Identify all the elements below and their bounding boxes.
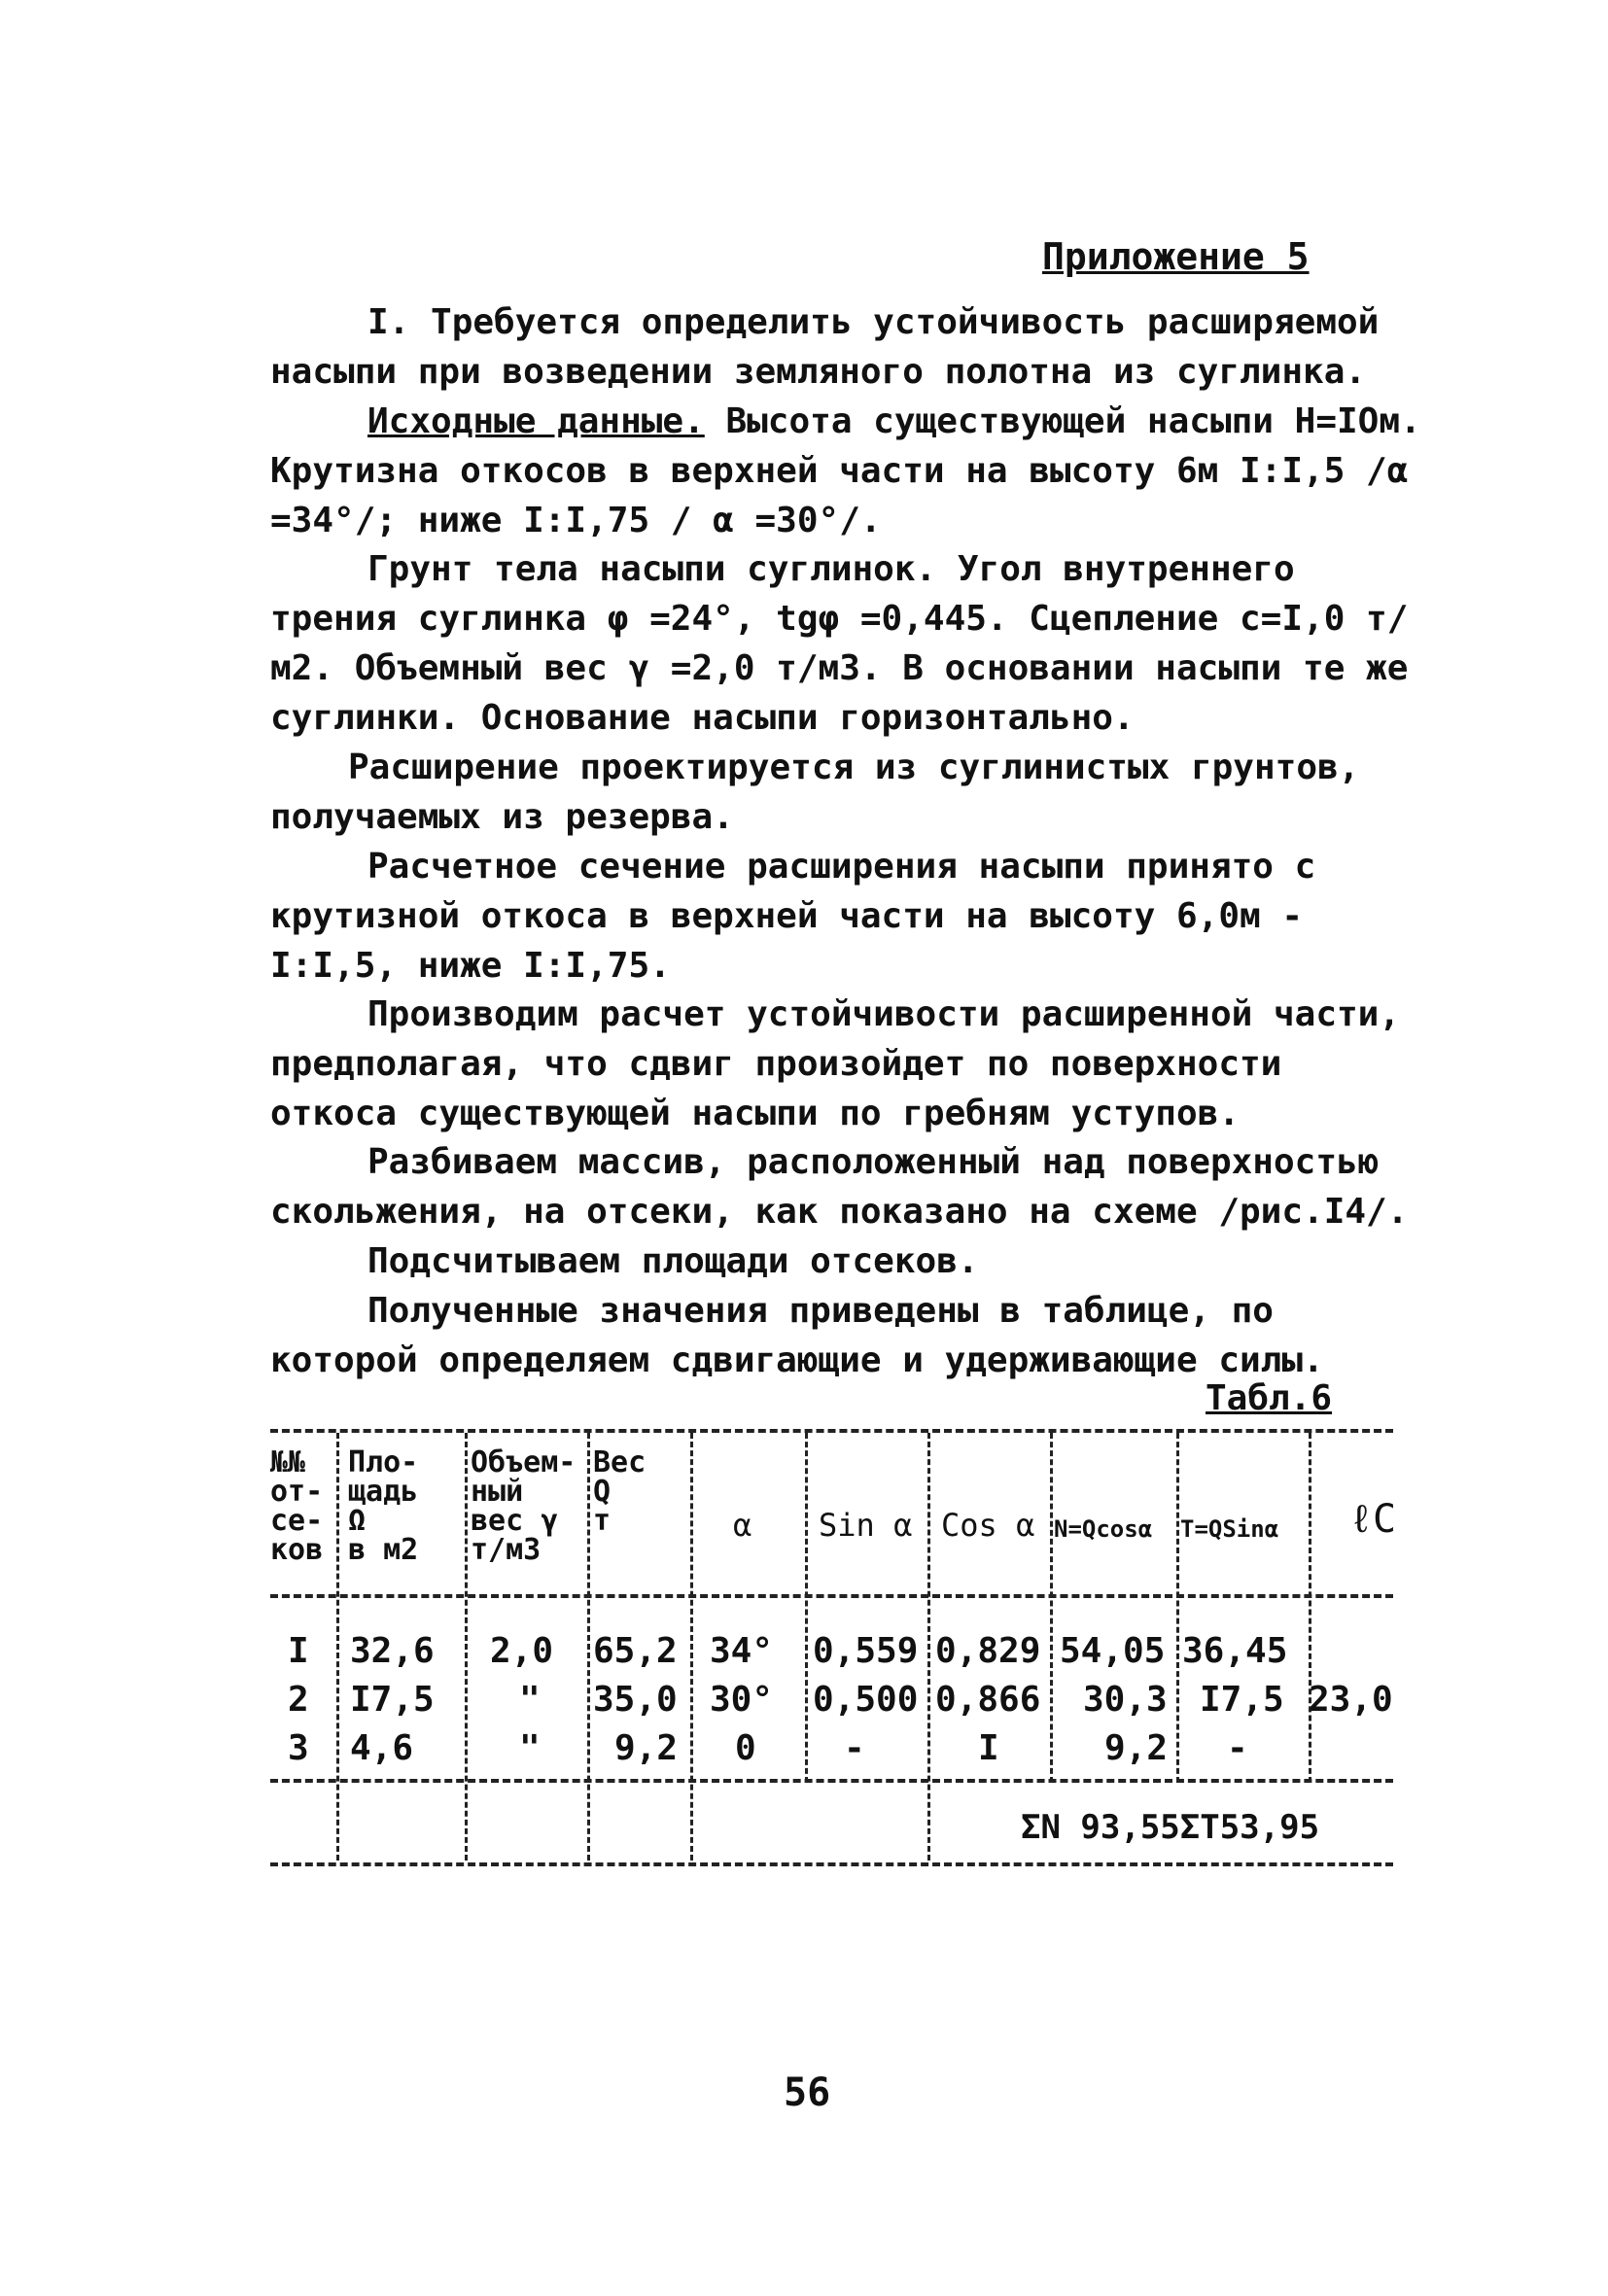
table-cell: 54,05: [1060, 1631, 1166, 1671]
table-bottom-line: [270, 1862, 1393, 1866]
table-sum: ΣN 93,55ΣT53,95: [1021, 1808, 1320, 1847]
table-cell: 0,500: [813, 1680, 919, 1720]
paragraph-4-text: Расширение проектируется из суглинистых грунтов, получаемых из резерва.: [270, 748, 1360, 837]
header-section-number: №№ от- се- ков: [270, 1445, 324, 1567]
header-lc: ℓC: [1349, 1497, 1397, 1542]
appendix-title: Приложение 5: [1042, 235, 1310, 278]
page-number: 56: [784, 2070, 831, 2115]
table-col-divider: [1176, 1433, 1179, 1783]
table-cell: 0,866: [935, 1680, 1041, 1720]
header-unit-weight: Объем- ный вес γ т/м3: [471, 1445, 577, 1567]
table-header-line: [270, 1594, 1393, 1598]
table-cell: 2: [288, 1680, 309, 1720]
paragraph-1: [270, 297, 1422, 397]
table-cell: 9,2: [614, 1728, 679, 1768]
paragraph-5: [270, 842, 1422, 991]
table-cell: 65,2: [593, 1631, 678, 1671]
paragraph-3-text: Грунт тела насыпи суглинок. Угол внутреннего трения суглинка φ =24°, tgφ =0,445. Сцепление с=I,0 т/м2. Объемный вес γ =2,0 т/м3. В основании насыпи те же суглинки. Основание насыпи горизонтально.: [270, 549, 1409, 738]
table-cell-lc: 23,0: [1309, 1680, 1393, 1720]
paragraph-1-text: I. Требуется определить устойчивость расширяемой насыпи при возведении земляного полотна из суглинка.: [270, 302, 1380, 392]
header-cos: Cos α: [941, 1507, 1035, 1544]
header-weight: Вес Q т: [593, 1445, 647, 1538]
paragraph-9-text: Полученные значения приведены в таблице, по которой определяем сдвигающие и удерживающие силы.: [270, 1291, 1324, 1380]
table-col-divider: [587, 1433, 590, 1861]
header-alpha: α: [733, 1507, 752, 1544]
table-col-divider: [805, 1433, 808, 1783]
table-cell: ": [519, 1680, 541, 1720]
table-cell: I7,5: [350, 1680, 435, 1720]
table-label: Табл.6: [1206, 1378, 1333, 1418]
header-area: Пло- щадь Ω в м2: [348, 1445, 419, 1567]
header-sin: Sin α: [819, 1507, 913, 1544]
table-cell: I7,5: [1200, 1680, 1284, 1720]
table-cell: 2,0: [490, 1631, 554, 1671]
paragraph-2: [270, 397, 1422, 545]
table-cell: 0,559: [813, 1631, 919, 1671]
table-cell: -: [1227, 1728, 1248, 1768]
table-cell: I: [978, 1728, 999, 1768]
table-cell: 34°: [710, 1631, 774, 1671]
table-col-divider: [927, 1433, 930, 1861]
table-body-line: [270, 1779, 1393, 1783]
paragraph-7: [270, 1137, 1422, 1236]
table-cell: 3: [288, 1728, 309, 1768]
table-cell: 9,2: [1104, 1728, 1169, 1768]
table-cell: -: [844, 1728, 865, 1768]
paragraph-2-lead: Исходные данные.: [367, 401, 705, 441]
table-cell: I: [288, 1631, 309, 1671]
paragraph-8-text: Подсчитываем площади отсеков.: [367, 1241, 979, 1281]
header-normal-force: N=Qcosα: [1054, 1515, 1153, 1543]
table-cell: ": [519, 1728, 541, 1768]
paragraph-6-text: Производим расчет устойчивости расширенной части, предполагая, что сдвиг произойдет по поверхности откоса существующей насыпи по гребням уступов.: [270, 994, 1401, 1133]
table-top-line: [270, 1429, 1393, 1433]
paragraph-2-text: Высота существующей насыпи Н=IOм. Крутизна откосов в верхней части на высоту 6м I:I,5 /α =34°/; ниже I:I,75 / α =30°/.: [270, 401, 1421, 540]
table-col-divider: [465, 1433, 468, 1861]
paragraph-4: [270, 743, 1422, 842]
table-cell: 0: [735, 1728, 756, 1768]
table-col-divider: [690, 1433, 693, 1861]
table-cell: 0,829: [935, 1631, 1041, 1671]
table-cell: 35,0: [593, 1680, 678, 1720]
header-shear-force: T=QSinα: [1180, 1515, 1279, 1543]
paragraph-3: [270, 544, 1422, 743]
table-cell: 4,6: [350, 1728, 414, 1768]
paragraph-5-text: Расчетное сечение расширения насыпи принято с крутизной откоса в верхней части на высоту 6,0м - I:I,5, ниже I:I,75.: [270, 847, 1316, 986]
paragraph-9: [270, 1286, 1422, 1385]
table-cell: 30°: [710, 1680, 774, 1720]
table-col-divider: [1309, 1433, 1311, 1783]
table-col-divider: [1050, 1433, 1053, 1783]
paragraph-6: [270, 990, 1422, 1138]
table-cell: 30,3: [1083, 1680, 1168, 1720]
table-cell: 36,45: [1182, 1631, 1288, 1671]
paragraph-7-text: Разбиваем массив, расположенный над поверхностью скольжения, на отсеки, как показано на схеме /рис.I4/.: [270, 1142, 1409, 1232]
table-col-divider: [336, 1433, 339, 1861]
paragraph-8: [270, 1236, 1422, 1286]
table-cell: 32,6: [350, 1631, 435, 1671]
